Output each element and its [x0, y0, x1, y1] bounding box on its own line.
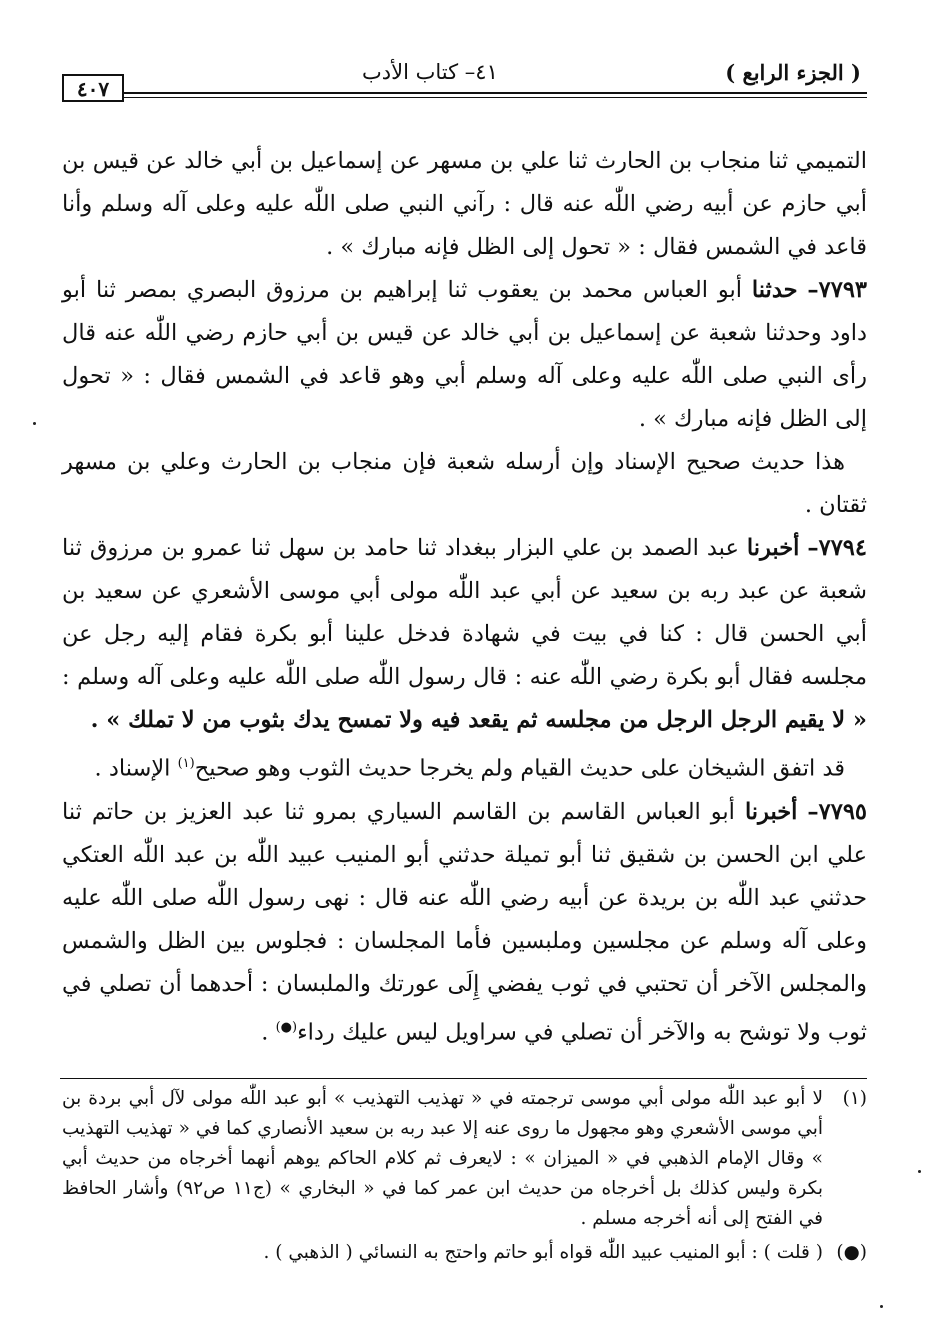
- hadith-lead-word: أخبرنا: [746, 535, 800, 561]
- grading-note: هذا حديث صحيح الإسناد وإن أرسله شعبة فإن منجاب بن الحارث وعلي بن مسهر ثقتان .: [62, 449, 867, 518]
- hadith-number: ٧٧٩٤–: [807, 535, 867, 561]
- chapter-title: ٤١– كتاب الأدب: [362, 60, 498, 84]
- footnote-ref: (١): [177, 756, 195, 771]
- hadith-7795: [62, 791, 867, 1055]
- footnote-ref: (●): [275, 1019, 298, 1035]
- hadith-quote: « لا يقيم الرجل الرجل من مجلسه ثم يقعد فيه ولا تمسح يدك بثوب من لا تملك » .: [90, 707, 867, 733]
- grading-note: [62, 742, 867, 791]
- hadith-text: أبو العباس محمد بن يعقوب ثنا إبراهيم بن مرزوق البصري بمصر ثنا أبو داود وحدثنا شعبة عن إسماعيل بن أبي خالد عن قيس بن أبي حازم رضي اللّٰه عنه قال رأى النبي صلى اللّٰه عليه وعلى آله وسلم أبي وهو قاعد في الشمس فقال : « تحول إلى الظل فإنه مبارك » .: [62, 277, 867, 432]
- scan-speck: [880, 1305, 883, 1308]
- scan-speck: [33, 422, 36, 425]
- hadith-lead-word: حدثنا: [751, 277, 798, 303]
- footnote-separator: [60, 1078, 867, 1079]
- footnote-marker: (١): [842, 1088, 867, 1109]
- hadith-7794: [62, 527, 867, 742]
- page-header: [62, 58, 867, 101]
- hadith-number: ٧٧٩٥–: [807, 798, 868, 825]
- grading-text-end: الإسناد .: [94, 755, 178, 782]
- hadith-7793: [62, 269, 867, 441]
- footnotes: [62, 1084, 867, 1268]
- hadith-text-end: .: [261, 1019, 276, 1045]
- hadith-lead-word: أخبرنا: [744, 798, 798, 825]
- paragraph-continuation: التميمي ثنا منجاب بن الحارث ثنا علي بن مسهر عن إسماعيل بن أبي خالد عن قيس بن أبي حازم عن أبيه رضي اللّٰه عنه قال : رآني النبي صلى اللّٰه عليه وعلى آله وسلم وأنا قاعد في الشمس فقال : « تحول إلى الظل فإنه مبارك » .: [62, 148, 867, 260]
- page-number: ٤٠٧: [62, 74, 124, 102]
- footnote: [62, 1084, 867, 1234]
- footnote: [62, 1238, 867, 1268]
- footnote-text: لا أبو عبد اللّٰه مولى أبي موسى ترجمته في « تهذيب التهذيب » أبو عبد اللّٰه مولى لآل أبي بردة بن أبي موسى الأشعري وهو مجهول ما روى عنه إلا عبد ربه بن سعيد الأنصاري كما في « تهذيب التهذيب » وقال الإمام الذهبي في « الميزان » : لايعرف ثم كلام الحاكم يوهم أنهما أخرجاه من حديث أبي بكرة وليس كذلك بل أخرجاه من حديث ابن عمر كما في « البخاري » (ج١١ ص٩٢) وأشار الحافظ في الفتح إلى أنه أخرجه مسلم .: [62, 1088, 824, 1229]
- footnote-text: ( قلت ) : أبو المنيب عبيد اللّٰه قواه أبو حاتم واحتج به النسائي ( الذهبي ) .: [263, 1242, 823, 1263]
- header-rule-thin: [124, 97, 867, 98]
- footnote-marker: (●): [836, 1242, 867, 1263]
- hadith-text: أبو العباس القاسم بن القاسم السياري بمرو ثنا عبد العزيز بن حاتم ثنا علي ابن الحسن بن شقيق ثنا أبو تميلة حدثني أبو المنيب عبيد اللّٰه بن عبد اللّٰه العتكي حدثني عبد اللّٰه بن بريدة عن أبيه رضي اللّٰه عنه قال : نهى رسول اللّٰه صلى اللّٰه عليه وعلى آله وسلم عن مجلسين وملبسين فأما المجلسان : فجلوس بين الظل والشمس والمجلس الآخر أن تحتبي في ثوب يفضي إِلَى عورتك والملبسان : أحدهما أن تصلي في ثوب ولا توشح به والآخر أن تصلي في سراويل ليس عليك رداء: [62, 798, 867, 1045]
- main-text: [62, 140, 867, 1054]
- hadith-text: عبد الصمد بن علي البزار ببغداد ثنا حامد بن سهل ثنا عمرو بن مرزوق ثنا شعبة عن عبد ربه بن سعيد عن أبي عبد اللّٰه مولى أبي موسى الأشعري عن سعيد بن أبي الحسن قال : كنا في بيت في شهادة فدخل علينا أبو بكرة فقام إليه رجل عن مجلسه فقال أبو بكرة رضي اللّٰه عنه : قال رسول اللّٰه صلى اللّٰه عليه وعلى آله وسلم :: [62, 535, 867, 690]
- header-rule: [124, 92, 867, 94]
- scan-speck: [918, 1170, 921, 1173]
- grading-text: قد اتفق الشيخان على حديث القيام ولم يخرجا حديث الثوب وهو صحيح: [194, 755, 845, 782]
- volume-title: ( الجزء الرابع ): [725, 60, 861, 85]
- hadith-number: ٧٧٩٣–: [807, 277, 867, 303]
